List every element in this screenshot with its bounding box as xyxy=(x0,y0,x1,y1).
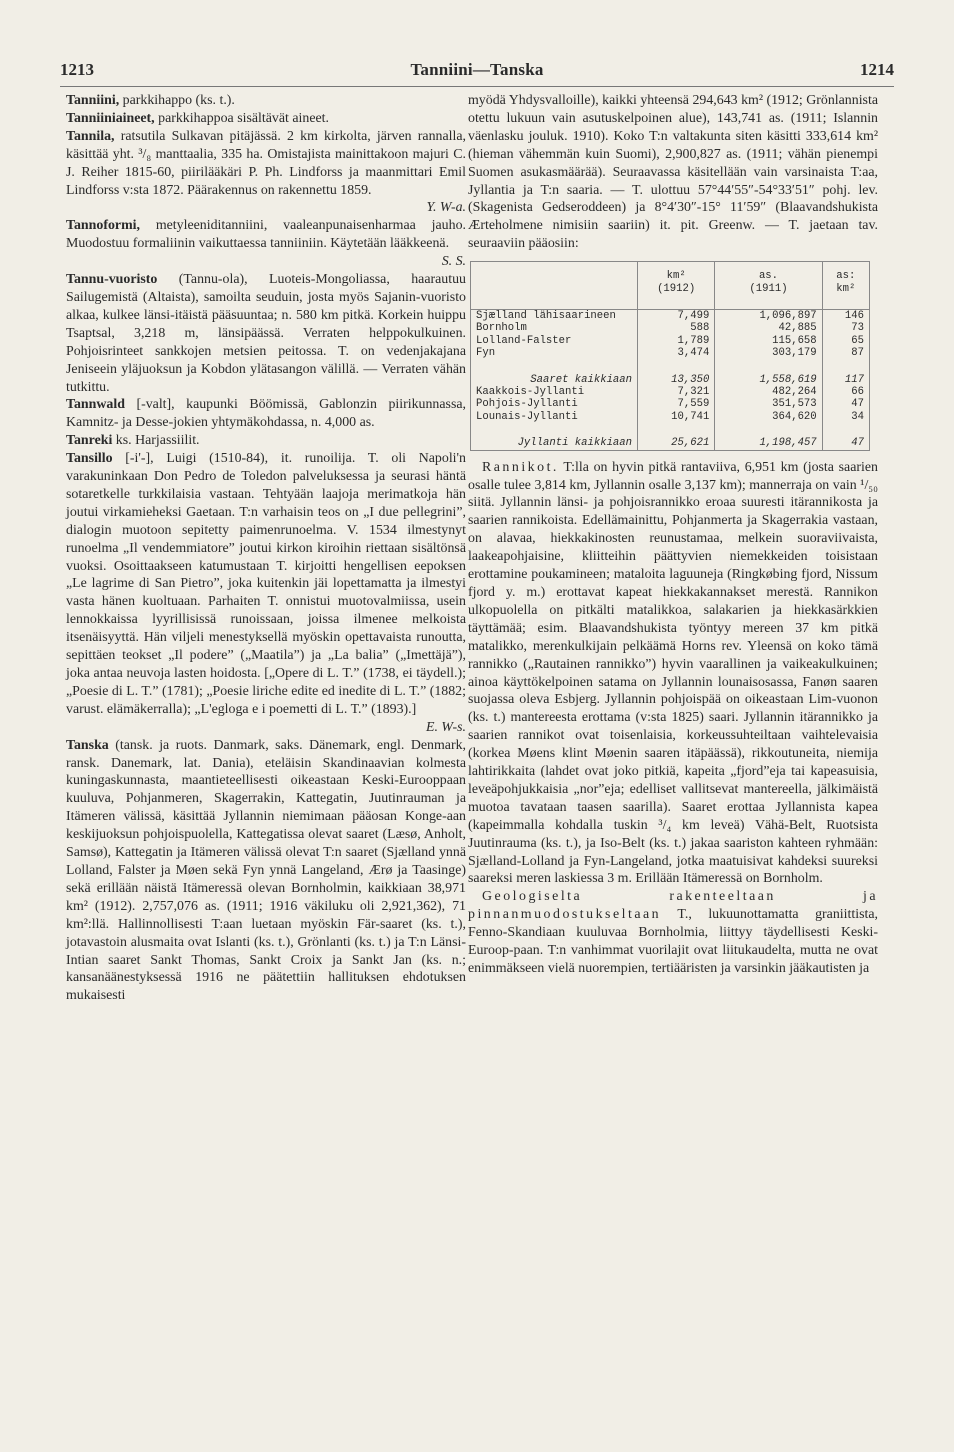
table-total-row: Jyllanti kaikkiaan 25,621 1,198,457 47 xyxy=(471,437,870,450)
table-spacer xyxy=(471,423,870,437)
entry-tannwald: Tannwald [-valt], kaupunki Böömissä, Gablonzin piirikunnassa, Kamnitz- ja Desse-jokien yhtymäkohdassa, n. 4,000 as. xyxy=(66,397,466,431)
section-geologia: Geologiselta rakenteeltaan ja pinnanmuodostukseltaan T., lukuunottamatta graniittista, Fenno-Skandiaan kuuluvaa Bornholmia, liittyy täydellisesti Keski-Euroop-paan. T:n vanhimmat vuorilajit ovat liitukaudelta, mutta ne ovat enimmäkseen vielä nuorempien, tertiääristen ja varsinkin jääkautisten ja xyxy=(468,889,878,976)
entry-tansillo: Tansillo [-i'-], Luigi (1510-84), it. runoilija. T. oli Napoli'n varakuninkaan Don Pedro de Toledon palveluksessa ja seurasi häntä sotaretkelle turkkilaisia vastaan. Tehtyään laajoja merimatkoja hän joutui virkamieheksi Gaetaan. T:n varhaisin teos on „I due pellegrini”, dialogin muotoon sepitetty paimenrunoelma. V. 1534 ilmestynyt runoelma „Il vendemmiatore” joutui kirkon kiroihin riettaan sisältönsä vuoksi. Osoittaakseen katumustaan T. kirjoitti hengellisen eepoksen „Le lagrime di San Pietro”, joka kuitenkin jäi lopettamatta ja ilmestyi vasta hänen kuoltuaan. Parhaiten T. onnistui muotovalmiissa, usein lennokkaissa lyyrillisissä runoissaan, joissa ilmenee melkoista itsenäisyyttä. Hän viljeli menestyksellä myöskin opettavaista runoutta, sepittäen teokset „Il podere” („Maatila”) ja „La balia” („Imettäjä”), joka antaa neuvoja lasten hoidosta. [„Opere di L. T.” (1738, ei täydell.); „Poesie di L. T.” (1781); „Poesie liriche edite ed inedite di L. T.” (1882; varust. elämäkerralla); „L'egloga e i poemetti di L. T.” (1893).] xyxy=(66,451,466,717)
area-population-table xyxy=(470,261,870,450)
entry-tanniiniaineet: Tanniiniaineet, parkkihappoa sisältävät aineet. xyxy=(66,110,329,126)
table-row: Sjælland lähisaarineen 7,499 1,096,897 146 xyxy=(471,309,870,322)
table-header-cell xyxy=(471,262,638,310)
table-header-cell: km² (1912) xyxy=(638,262,715,310)
entry-tannila: Tannila, ratsutila Sulkavan pitäjässä. 2 km kirkolta, järven rannalla, käsittää yht. ³/₈ manttaalia, 335 ha. Omistajista mainittakoon majuri C. J. Reiher 1815-60, piirilääkäri P. Ph. Lindforss ja maanmittari Emil Lindforss v:sta 1872. Päärakennus on rakennettu 1859. xyxy=(66,128,466,198)
table-header-cell: as. (1911) xyxy=(715,262,822,310)
table-header-row xyxy=(471,262,870,310)
table-row: Kaakkois-Jyllanti 7,321 482,264 66 xyxy=(471,386,870,398)
left-column xyxy=(66,92,466,1005)
table-row: Lounais-Jyllanti 10,741 364,620 34 xyxy=(471,411,870,423)
table-row: Bornholm 588 42,885 73 xyxy=(471,322,870,334)
section-rannikot: Rannikot. T:lla on hyvin pitkä rantaviiva, 6,951 km (josta saarien osalle tulee 3,814 km, Jyllannin osalle 3,137 km); mannerraja on vain ¹/₅₀ siitä. Jyllannin länsi- ja pohjoisrannikko eroaa suuresti itärannikosta ja saarien rannikoista. Edellämainittu, Pohjanmerta ja Skagerrakia vastaan, on alavaa, hiekkakinosten reunustamaa, melkein suoraviivaista, laakeapohjaisine, kliitteihin päättyvien niemekkeiden toisistaan erottamine poukamineen; mataloita laguuneja (Ringkøbing fjord, Nissum fjord y. m.) erottavat kapeat hiekkakannakset merestä. Rannikon ulkopuolella on pitkälti matalikkoa, salakarien ja hiekkasärkkien täyttämää; esim. Blaavandshukista työntyy mereen 37 km pitkä matalikko, merenkulkijain pelkäämä Horns rev. Yleensä on koko tämä rannikko („Rautainen rannikko”) hyvin vaarallinen ja vaikeakulkuinen; ainoa käyttökelpoinen satama on Jyllannin lounaisosassa, Fanøn saaren suojassa oleva Esbjerg. Jyllannin pohjoispää on oikeastaan Lim-vuonon (ks. t.) mantereesta erottama (v:sta 1825) saari. Jyllannin itärannikko ja saarien rannikot ovat toisenlaisia, korkeussuhteiltaan vaihtelevaisia (korkea Møens klint Møenin saaren itäpäässä), rikkoutuneita, niemija lahtirikkaita (lahdet ovat joko pitkiä, kapeita „fjord”eja tai kapeasuisia, leveäpohjukkaisia „nor”eja; edelliset vallitsevat mantereella, jälkimäistä muotoa tavataan taasen saarilla). Saaret erottaa Jyllannista kapea (kapeimmalla kohdalla tuskin ³/₄ km leveä) Vähä-Belt, Ruotsista Juutinrauma (ks. t.), ja Iso-Belt (ks. t.) jakaa saariston kahteen ryhmään: Sjælland-Lolland ja Fyn-Langeland, jotka maatuisivat kahdeksi suureksi saareksi meren laskiessa 3 m. Erillään Itämeressä on Bornholm. xyxy=(468,459,878,887)
signature: S. S. xyxy=(441,254,466,270)
entry-tanska: Tanska (tansk. ja ruots. Danmark, saks. Dänemark, engl. Denmark, ransk. Danemark, lat. Dania), eteläisin Skandinaavian kolmesta kuningaskunnasta, maantieteellisesti oikeastaan Keski-Eurooppaan kuuluva, Pohjanmeren, Skagerrakin, Kattegatin, Juutinrauman ja Itämeren välissä, käsittää Jyllannin niemimaan pääosan Konge-aan keskijuoksun pohjoispuolella, Kattegatissa olevat saaret (Læsø, Anholt, Samsø), Kattegatin ja Itämeren välissä olevat T:n saaret (Sjælland ynnä Lolland, Falster ja Møen sekä Fyn ynnä Langeland, Ærø ja Taasinge) sekä erillään näistä Itämeressä olevan Bornholmin, kaikkiaan 38,971 km² (1912). 2,757,076 as. (1911; 1916 väkiluku oli 2,921,362), 71 km²:llä. Hallinnollisesti T:aan luetaan myöskin Fär-saaret (ks. t.), jotavastoin alusmaita ovat Islanti (ks. t.), Grönlanti (ks. t.) ja T:n Länsi-Intian saaret Sankt Thomas, Sankt Croix ja Sankt Jan (ks. n.; kansanäänestyksessä 1916 ne päätettiin hallituksen ehdotuksen mukaisesti xyxy=(66,737,466,1004)
right-column xyxy=(468,92,878,978)
signature: Y. W-a. xyxy=(426,200,466,216)
entry-tannoformi: Tannoformi, metyleeniditanniini, vaaleanpunaisenharmaa jauho. Muodostuu formaliinin vaikuttaessa tanniiniin. Käytetään lääkkeenä. xyxy=(66,218,466,252)
running-title: Tanniini—Tanska xyxy=(410,60,544,79)
page-header xyxy=(60,60,894,87)
table-spacer xyxy=(471,360,870,374)
table-header-cell: as: km² xyxy=(822,262,869,310)
table-row: Fyn 3,474 303,179 87 xyxy=(471,347,870,359)
entry-tanniini: Tanniini, parkkihappo (ks. t.). xyxy=(66,93,235,108)
signature: E. W-s. xyxy=(426,719,466,735)
table-row: Pohjois-Jyllanti 7,559 351,573 47 xyxy=(471,398,870,410)
page-number-right: 1214 xyxy=(860,60,894,79)
table-subtotal-row: Saaret kaikkiaan 13,350 1,558,619 117 xyxy=(471,374,870,386)
page-number-left: 1213 xyxy=(60,60,94,79)
entry-tanreki: Tanreki ks. Harjassiilit. xyxy=(66,433,200,449)
tanska-continuation: myödä Yhdysvalloille), kaikki yhteensä 294,643 km² (1912; Grönlannista otettu lukuun vain asutuskelpoinen alue), 143,741 as. (1911; Islannin väenlasku jouluk. 1910). Koko T:n valtakunta siten käsitti 333,614 km² (hieman vähemmän kuin Suomi), 2,900,827 as. (1911; vähän pienempi Suomen asukasmäärää). Seuraavassa käsitellään vain varsinaista T:aa, Jyllantia ja T:n saaria. — T. ulottuu 57°44′55″-54°33′51″ pohj. lev. (Skagenista Gedseroddeen) ja 8°4′30″-15° 11′59″ (Blaavandshukista Ærteholmene nimisiin saariin) it. pit. Greenw. — T. jaetaan tav. seuraaviin pääosiin: xyxy=(468,93,878,252)
entry-tannu-vuoristo: Tannu-vuoristo (Tannu-ola), Luoteis-Mongoliassa, haarautuu Sailugemistä (Altaista), samoilta seuduin, josta myös Sajanin-vuoristo alkaa, kulkee länsi-itäistä pääsuuntaa; n. 580 km pitkä. Korkein huippu Tsaptsal, 3,218 m, länsipäässä. Verraten helppokulkuinen. Pohjoisrinteet sankkojen metsien peitossa. T. on vedenjakajana Jeniseein yläjuoksun ja Kobdon ylätasangon välillä. — Verraten vähän tutkittu. xyxy=(66,272,466,395)
table-row: Lolland-Falster 1,789 115,658 65 xyxy=(471,335,870,347)
